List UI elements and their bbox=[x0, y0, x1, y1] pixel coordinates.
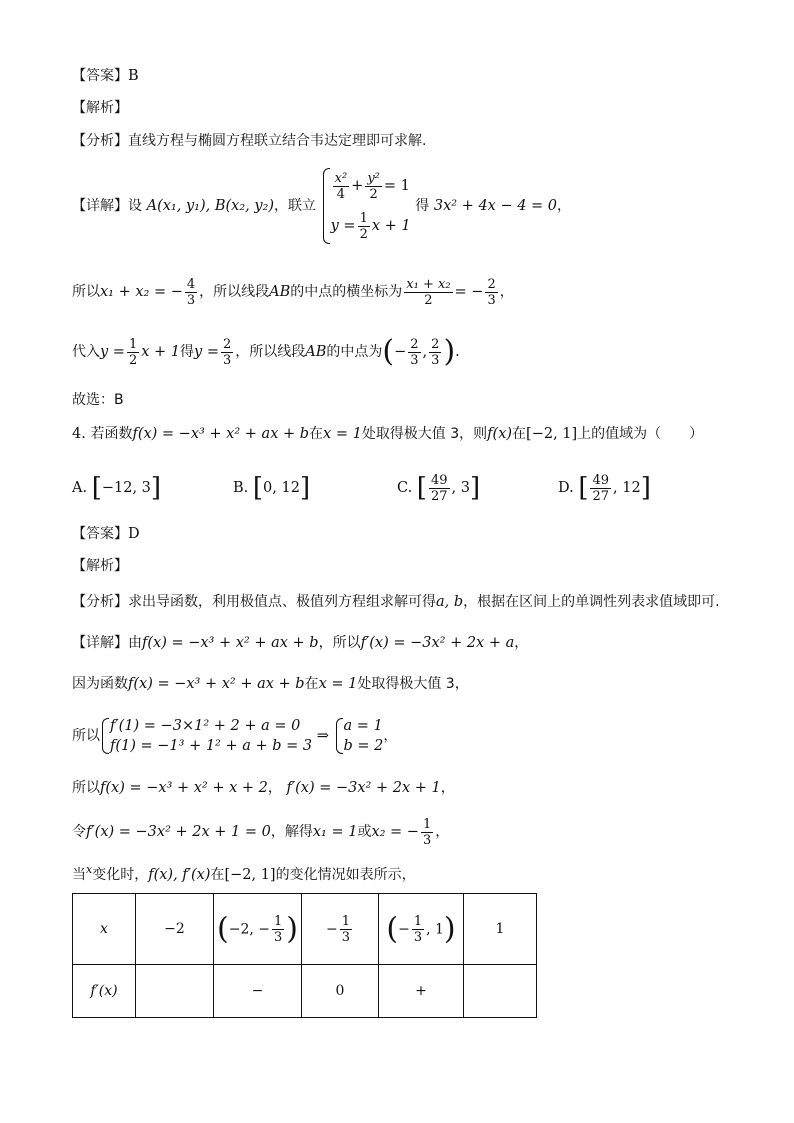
x-value: x = 1 bbox=[323, 426, 362, 442]
text: . bbox=[455, 344, 460, 360]
interval: [−2, 1] bbox=[224, 866, 276, 883]
text: 上的值域为（ ） bbox=[577, 426, 704, 442]
table-cell bbox=[464, 965, 537, 1018]
eq-rhs: = 1 bbox=[383, 178, 410, 194]
option-letter: B. bbox=[233, 480, 249, 496]
denominator: 3 bbox=[422, 832, 432, 848]
option-value: 0, 12 bbox=[263, 480, 300, 496]
root-2: x₂ = − bbox=[371, 824, 419, 840]
text: 在 bbox=[304, 676, 319, 692]
cell-text: 0 bbox=[335, 983, 345, 999]
text: 因为函数 bbox=[72, 676, 128, 692]
text: 的中点为 bbox=[326, 344, 383, 360]
denominator: 3 bbox=[487, 292, 496, 308]
detail-label: 【详解】 bbox=[72, 635, 128, 651]
paren-right: ) bbox=[443, 334, 456, 369]
text: 在 bbox=[309, 426, 324, 442]
text: ， bbox=[440, 780, 455, 796]
table-cell: (− $\frac{1}{3}$ , 1) bbox=[379, 894, 464, 965]
system-eq-2: f(1) = −1³ + 1² + a + b = 3 bbox=[110, 738, 313, 754]
option-b: B. [0, 12] bbox=[233, 473, 311, 503]
answer-value: B bbox=[128, 68, 139, 84]
solution-system bbox=[334, 716, 384, 756]
because-line bbox=[72, 674, 469, 694]
cell-text: f′(x) bbox=[90, 983, 118, 999]
text: ，所以线段 bbox=[199, 284, 270, 300]
denominator: 2 bbox=[128, 352, 138, 368]
text: 变化时， bbox=[92, 866, 149, 883]
fraction bbox=[272, 914, 284, 945]
cell-text: 1 bbox=[495, 921, 505, 937]
text: 得 bbox=[415, 198, 430, 214]
denominator: 3 bbox=[341, 929, 350, 945]
derivative-eq: f′(x) = −3x² + 2x + 1 = 0 bbox=[86, 824, 271, 840]
numerator: 1 bbox=[422, 816, 432, 832]
fraction bbox=[485, 277, 497, 308]
cell-text: −2, − bbox=[228, 921, 270, 937]
text: 令 bbox=[72, 824, 86, 840]
fraction bbox=[429, 473, 450, 504]
denominator: 3 bbox=[413, 929, 423, 945]
interval: [−2, 1] bbox=[526, 426, 578, 442]
option-d: D. [ $\frac{49}{27}$ , 12] bbox=[558, 472, 651, 504]
numerator: 1 bbox=[341, 913, 350, 929]
answer-label: 【答案】 bbox=[72, 526, 128, 542]
function-expr: f(x) = −x³ + x² + ax + b bbox=[132, 426, 310, 442]
fx: f(x) bbox=[487, 426, 513, 442]
paren-left: ( bbox=[382, 334, 395, 369]
table-row bbox=[73, 965, 537, 1018]
analysis-label: 【解析】 bbox=[72, 558, 128, 574]
numerator: 49 bbox=[592, 472, 610, 488]
solve-line bbox=[72, 812, 449, 852]
fraction bbox=[412, 914, 424, 945]
system-line bbox=[72, 713, 397, 759]
numerator: 49 bbox=[430, 472, 448, 488]
fenxi-line-q4 bbox=[72, 592, 720, 612]
numerator: 2 bbox=[222, 336, 232, 352]
fraction bbox=[421, 817, 433, 848]
text: 得 bbox=[180, 344, 195, 360]
fraction bbox=[185, 277, 197, 308]
denominator: 2 bbox=[424, 292, 433, 308]
result-eq: 3x² + 4x − 4 = 0 bbox=[433, 198, 558, 214]
text: ， bbox=[267, 780, 282, 796]
fraction bbox=[408, 337, 420, 368]
numerator: 1 bbox=[128, 336, 138, 352]
table-cell bbox=[379, 965, 464, 1018]
numerator: 1 bbox=[274, 913, 283, 929]
function-expr: f(x) = −x³ + x² + x + 2 bbox=[100, 780, 268, 796]
system-eq-1: $\frac{\text{x²}}{4}$ + $\frac{\text{y²}}{2}$ = 1 bbox=[334, 170, 410, 202]
numerator: 2 bbox=[487, 276, 496, 292]
derivative-expr: f′(x) = −3x² + 2x + a bbox=[360, 635, 515, 651]
eq-tail: x + 1 bbox=[371, 218, 411, 234]
fenxi-line-q3 bbox=[72, 131, 426, 151]
function-expr: f(x) = −x³ + x² + ax + b bbox=[128, 676, 305, 692]
option-value: , 3 bbox=[451, 480, 470, 496]
eq-lhs: y = bbox=[330, 218, 356, 234]
segment-ab: AB bbox=[305, 344, 327, 360]
cell-text: − bbox=[251, 983, 264, 999]
text: 求出导函数，利用极值点、极值列方程组求解可得 bbox=[128, 594, 436, 610]
denominator: 3 bbox=[410, 352, 419, 368]
numerator: y² bbox=[367, 170, 380, 186]
table-cell bbox=[73, 965, 136, 1018]
text: 设 bbox=[128, 198, 142, 214]
answer-value: D bbox=[128, 526, 140, 542]
option-a: A. [−12, 3] bbox=[72, 473, 162, 503]
denominator: 27 bbox=[430, 488, 448, 504]
var-x: x bbox=[86, 863, 93, 876]
table-cell bbox=[136, 965, 214, 1018]
text: ， bbox=[383, 728, 398, 744]
question-4 bbox=[72, 424, 703, 444]
cell-text: − bbox=[398, 921, 410, 937]
fraction bbox=[404, 277, 452, 308]
sum-line bbox=[72, 272, 514, 312]
segment-ab: AB bbox=[269, 284, 291, 300]
denominator: 3 bbox=[222, 352, 232, 368]
text: 处取得极大值 3，则 bbox=[361, 426, 488, 442]
fraction bbox=[127, 337, 139, 368]
denominator: 2 bbox=[369, 186, 378, 202]
option-c: C. [ $\frac{49}{27}$ , 3] bbox=[397, 472, 481, 504]
cell-text: x bbox=[100, 921, 108, 937]
table-row bbox=[73, 894, 537, 965]
eq-tail: x + 1 bbox=[141, 344, 181, 360]
text: ， bbox=[435, 824, 450, 840]
fenxi-label: 【分析】 bbox=[72, 594, 128, 610]
answer-line-q4 bbox=[72, 524, 140, 544]
answer-label: 【答案】 bbox=[72, 68, 128, 84]
fraction bbox=[365, 171, 382, 202]
solution-1: a = 1 bbox=[343, 718, 383, 734]
numerator: 1 bbox=[413, 913, 423, 929]
text: 所以 bbox=[72, 780, 100, 796]
option-value: , 12 bbox=[613, 480, 641, 496]
cell-text: , 1 bbox=[426, 921, 444, 937]
points-expr: A(x₁, y₁), B(x₂, y₂) bbox=[146, 198, 275, 214]
text: 所以 bbox=[72, 728, 100, 744]
text: ， bbox=[514, 635, 529, 651]
text: ，所以线段 bbox=[235, 344, 306, 360]
analysis-label: 【解析】 bbox=[72, 100, 128, 116]
table-cell bbox=[464, 894, 537, 965]
numerator: 4 bbox=[186, 276, 196, 292]
table-cell bbox=[302, 894, 379, 965]
implies-arrow: ⇒ bbox=[316, 728, 329, 744]
denominator: 2 bbox=[359, 226, 368, 242]
fraction bbox=[221, 337, 233, 368]
option-letter: D. bbox=[558, 480, 574, 496]
eq-lhs: y = bbox=[100, 344, 125, 360]
text: ，所以 bbox=[318, 635, 361, 651]
text: 在 bbox=[512, 426, 527, 442]
option-letter: C. bbox=[397, 480, 413, 496]
numerator: 2 bbox=[410, 336, 419, 352]
text: ，解得 bbox=[270, 824, 313, 840]
text: 或 bbox=[357, 824, 372, 840]
root-1: x₁ = 1 bbox=[312, 824, 358, 840]
equation-system bbox=[321, 166, 411, 246]
table-cell bbox=[214, 965, 302, 1018]
text: ，根据在区间上的单调性列表求值域即可. bbox=[463, 594, 720, 610]
function-expr: f(x) = −x³ + x² + ax + b bbox=[142, 635, 319, 651]
text: 由 bbox=[128, 635, 142, 651]
text: 代入 bbox=[72, 344, 100, 360]
fraction bbox=[590, 473, 611, 504]
option-letter: A. bbox=[72, 480, 88, 496]
analysis-label-q3 bbox=[72, 98, 128, 118]
text: 的变化情况如表所示， bbox=[275, 866, 416, 883]
system-eq-1: f′(1) = −3×1² + 2 + a = 0 bbox=[110, 718, 301, 734]
numerator: 1 bbox=[359, 210, 368, 226]
functions: f(x), f′(x) bbox=[148, 866, 211, 883]
question-number: 4. bbox=[72, 426, 86, 442]
answer-line-q3 bbox=[72, 66, 139, 86]
denominator: 4 bbox=[336, 186, 346, 202]
text: = − bbox=[454, 284, 484, 300]
sum-expr: x₁ + x₂ = − bbox=[100, 284, 183, 300]
text: ， bbox=[557, 198, 572, 214]
table-cell bbox=[302, 965, 379, 1018]
analysis-label-q4 bbox=[72, 556, 128, 576]
detail-line-q4 bbox=[72, 633, 528, 653]
solution-2: b = 2 bbox=[343, 738, 384, 754]
substitute-line: 代入y = $\frac{1}{2}$ x + 1得y = $\frac{2}{3}$ ，所以线段AB的中点为(− $\frac{2}{3}$ , $\frac{2}{3}$ ). bbox=[72, 334, 460, 369]
cell-text: − bbox=[325, 921, 338, 937]
fraction bbox=[429, 337, 441, 368]
text: 若函数 bbox=[90, 426, 133, 442]
text: 的中点的横坐标为 bbox=[290, 284, 403, 300]
system-eq-2 bbox=[331, 206, 411, 246]
equation-system bbox=[100, 716, 312, 756]
numerator: x² bbox=[334, 170, 348, 186]
numerator: 2 bbox=[431, 336, 440, 352]
table-intro-line bbox=[72, 860, 416, 885]
denominator: 3 bbox=[186, 292, 196, 308]
text: ，联立 bbox=[274, 198, 317, 214]
denominator: 27 bbox=[592, 488, 610, 504]
eq-lhs: y = bbox=[194, 344, 219, 360]
x-value: x = 1 bbox=[318, 676, 358, 692]
table-cell bbox=[136, 894, 214, 965]
table-cell bbox=[73, 894, 136, 965]
fenxi-label: 【分析】 bbox=[72, 133, 128, 149]
text: 处取得极大值 3， bbox=[357, 676, 469, 692]
text: ， bbox=[499, 284, 514, 300]
fraction bbox=[340, 914, 352, 945]
table-cell: (−2, − $\frac{1}{3}$ ) bbox=[214, 894, 302, 965]
denominator: 3 bbox=[431, 352, 440, 368]
fenxi-text: 直线方程与椭圆方程联立结合韦达定理即可求解. bbox=[128, 133, 427, 149]
detail-label: 【详解】 bbox=[72, 198, 128, 214]
text: 所以 bbox=[72, 284, 100, 300]
variation-table bbox=[72, 893, 537, 1018]
text: 在 bbox=[210, 866, 225, 883]
params-ab: a, b bbox=[436, 594, 464, 610]
fraction bbox=[358, 211, 370, 242]
f-line bbox=[72, 778, 455, 798]
text: 当 bbox=[72, 866, 86, 883]
option-value: −12, 3 bbox=[101, 480, 151, 496]
choice-text: 故选：B bbox=[72, 392, 124, 408]
fraction bbox=[333, 171, 350, 202]
cell-text: + bbox=[415, 983, 427, 999]
choice-line-q3 bbox=[72, 390, 124, 410]
denominator: 3 bbox=[274, 929, 283, 945]
derivative-expr: f′(x) = −3x² + 2x + 1 bbox=[286, 780, 441, 796]
detail-line-q3 bbox=[72, 166, 571, 246]
numerator: x₁ + x₂ bbox=[406, 276, 451, 292]
cell-text: −2 bbox=[164, 921, 185, 937]
